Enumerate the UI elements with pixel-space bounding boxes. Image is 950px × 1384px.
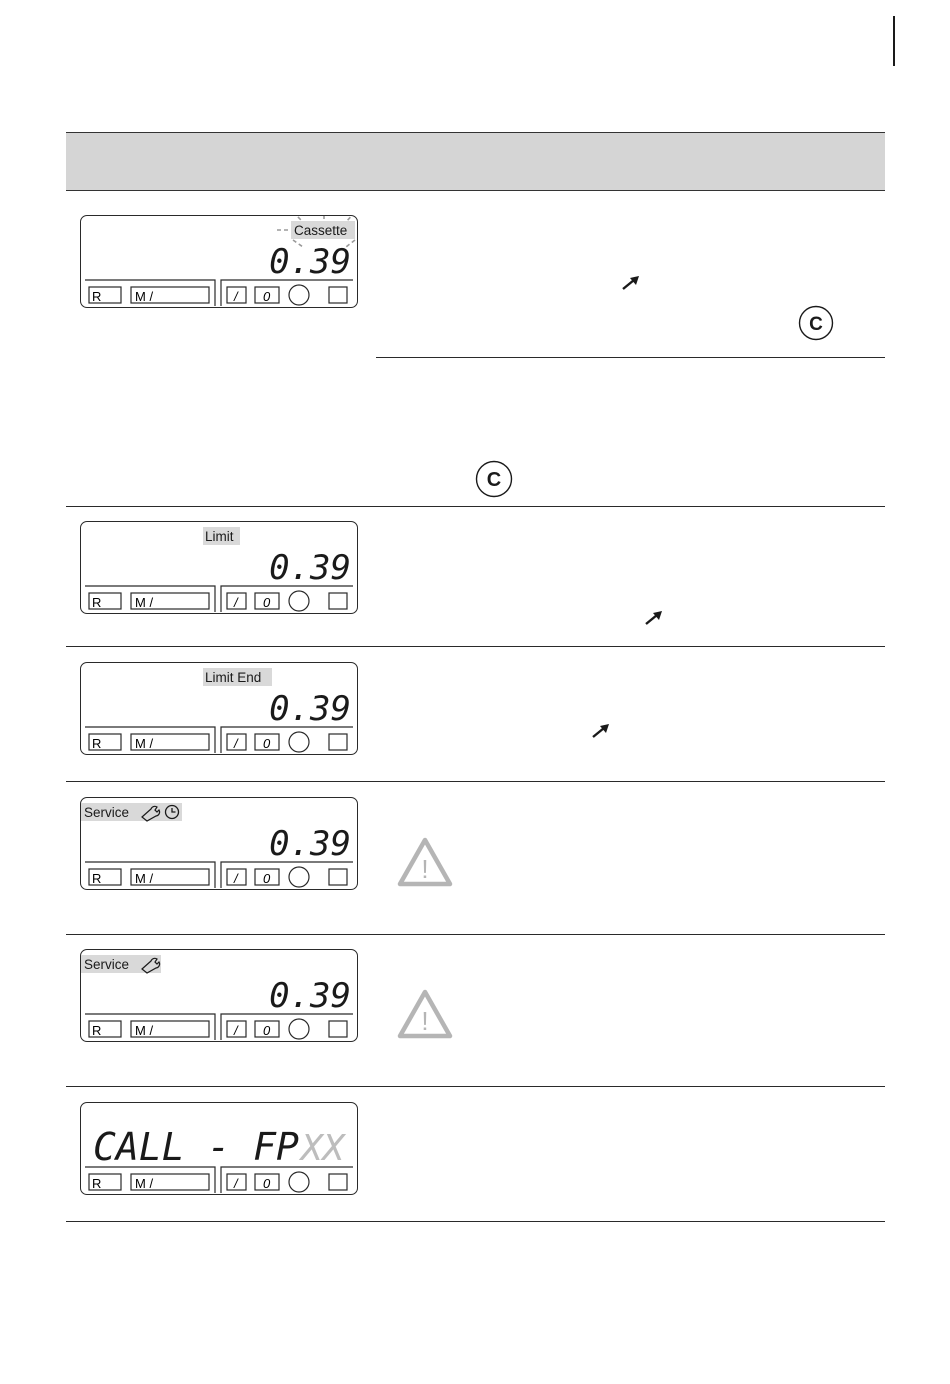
- row-divider: [66, 781, 885, 782]
- page-edge-mark: [893, 16, 895, 66]
- round-indicator: [289, 732, 309, 752]
- o-label: 0: [263, 736, 271, 751]
- lcd-display-call-fp: [80, 1102, 358, 1195]
- m-label: M /: [135, 595, 154, 610]
- lcd-graphic: [81, 798, 357, 889]
- square-indicator: [329, 734, 347, 750]
- arrow-up-right-icon: [620, 274, 642, 292]
- o-label: 0: [263, 595, 271, 610]
- lcd-graphic: [81, 216, 357, 307]
- o-label: 0: [263, 1176, 271, 1191]
- display-value: 0.39: [269, 976, 351, 1016]
- lcd-graphic: [81, 1103, 357, 1194]
- display-label: Cassette: [294, 223, 348, 238]
- c-button-icon: [475, 460, 513, 498]
- square-indicator: [329, 593, 347, 609]
- display-value: 0.39: [269, 242, 351, 282]
- row-divider: [66, 646, 885, 647]
- warning-triangle-icon: [396, 988, 454, 1040]
- display-value: 0.39: [269, 824, 351, 864]
- i-label: /: [234, 871, 238, 886]
- arrow-up-right-icon: [643, 609, 665, 627]
- o-label: 0: [263, 871, 271, 886]
- row-divider: [376, 357, 885, 358]
- square-indicator: [329, 287, 347, 303]
- square-indicator: [329, 869, 347, 885]
- display-label: Limit End: [205, 670, 262, 685]
- m-label: M /: [135, 736, 154, 751]
- square-indicator: [329, 1021, 347, 1037]
- o-label: 0: [263, 1023, 271, 1038]
- lcd-display-cassette: [80, 215, 358, 308]
- lcd-display-service-timer: [80, 797, 358, 890]
- warning-triangle-icon: [396, 836, 454, 888]
- warning-mark: !: [421, 1006, 429, 1036]
- display-label: Service: [84, 957, 130, 972]
- round-indicator: [289, 867, 309, 887]
- lcd-graphic: [81, 663, 357, 754]
- m-label: M /: [135, 1023, 154, 1038]
- display-value-suffix: XX: [301, 1128, 345, 1169]
- r-label: R: [92, 595, 102, 610]
- c-button-icon: [798, 305, 834, 341]
- arrow-up-right-icon: [590, 722, 612, 740]
- lcd-display-service: [80, 949, 358, 1042]
- display-value: CALL - FP: [93, 1125, 299, 1169]
- c-button-label: C: [486, 469, 502, 491]
- r-label: R: [92, 1023, 102, 1038]
- display-label: Service: [84, 805, 130, 820]
- round-indicator: [289, 285, 309, 305]
- square-indicator: [329, 1174, 347, 1190]
- i-label: /: [234, 595, 238, 610]
- lcd-graphic: [81, 950, 357, 1041]
- lcd-display-limit-end: [80, 662, 358, 755]
- r-label: R: [92, 871, 102, 886]
- round-indicator: [289, 1172, 309, 1192]
- i-label: /: [234, 289, 238, 304]
- r-label: R: [92, 736, 102, 751]
- r-label: R: [92, 289, 102, 304]
- m-label: M /: [135, 289, 154, 304]
- row-divider: [66, 934, 885, 935]
- display-label: Limit: [205, 529, 234, 544]
- o-label: 0: [263, 289, 271, 304]
- i-label: /: [234, 1023, 238, 1038]
- display-value: 0.39: [269, 548, 351, 588]
- i-label: /: [234, 1176, 238, 1191]
- row-divider: [66, 1221, 885, 1222]
- warning-mark: !: [421, 854, 429, 884]
- round-indicator: [289, 591, 309, 611]
- lcd-graphic: [81, 522, 357, 613]
- lcd-display-limit: [80, 521, 358, 614]
- r-label: R: [92, 1176, 102, 1191]
- m-label: M /: [135, 871, 154, 886]
- round-indicator: [289, 1019, 309, 1039]
- m-label: M /: [135, 1176, 154, 1191]
- display-value: 0.39: [269, 689, 351, 729]
- row-divider: [66, 506, 885, 507]
- row-divider: [66, 1086, 885, 1087]
- table-header-band: [66, 132, 885, 191]
- i-label: /: [234, 736, 238, 751]
- c-button-label: C: [809, 314, 823, 335]
